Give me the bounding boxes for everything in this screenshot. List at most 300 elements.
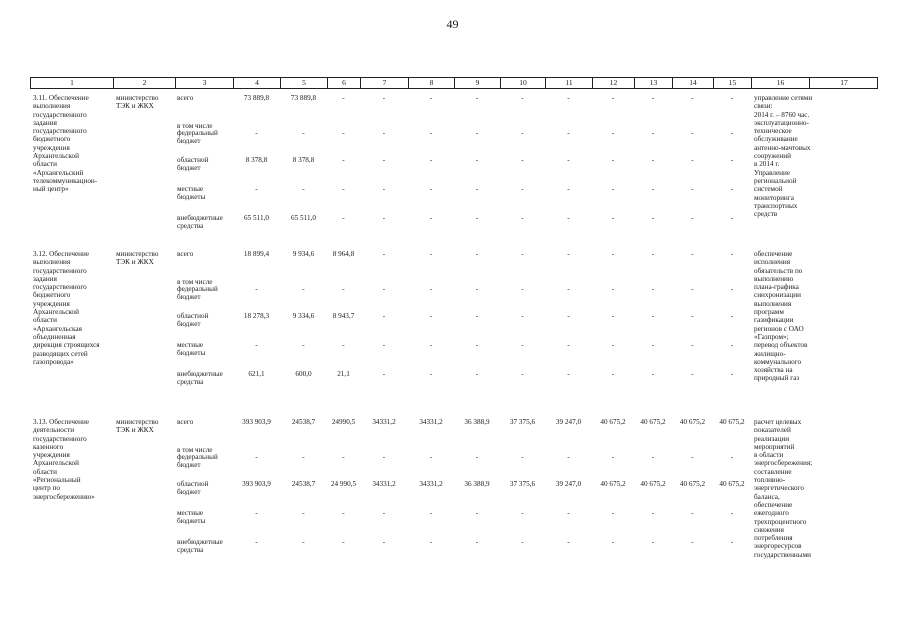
funding-value-cell: - [429,538,433,546]
activity-name-line: задания [33,274,57,283]
expected-result-line: антенно-мачтовых [754,143,811,152]
activity-name [33,94,97,194]
expected-result-line: управление сетями [754,94,813,102]
funding-value-cell: - [651,370,655,378]
funding-value-cell: - [302,341,305,349]
column-number-17: 17 [840,78,848,87]
column-number-1: 1 [31,78,114,88]
expected-result-line: снижения [754,525,784,534]
funding-source [177,480,208,497]
funding-value-cell: 24990,5 [331,418,356,426]
funding-value-cell: - [521,453,524,461]
funding-value-cell: - [302,129,305,137]
funding-value-cell: - [691,129,694,137]
funding-value-cell: - [521,129,524,137]
activity-name-line: выполнения [33,102,71,111]
funding-value-cell: - [691,156,694,164]
funding-value-cell: - [691,285,694,293]
activity-name [33,250,100,366]
funding-source-line: всего [177,250,194,258]
funding-value-cell: - [475,185,479,193]
expected-result-line: перевод объектов [754,341,808,350]
funding-value-cell: - [521,214,524,222]
funding-value-cell: - [611,509,615,517]
funding-value-cell: - [567,185,570,193]
funding-value-cell: 39 247,0 [555,480,582,488]
activity-name-line: казенного [33,442,64,451]
funding-source-line: федеральный [177,129,218,137]
expected-result [754,418,812,559]
column-number-13: 13 [635,78,673,88]
funding-value-cell: - [255,129,258,137]
funding-value-cell: - [730,370,734,378]
activity-name-line: учреждения [33,451,70,460]
funding-value-cell: - [255,509,258,517]
funding-value-cell: - [611,285,615,293]
funding-source-line: местные [177,185,204,193]
executor-line: министерство [116,250,159,258]
funding-value-cell: - [521,285,524,293]
funding-value-cell: - [611,94,615,102]
funding-value-cell: - [342,453,345,461]
executor-line: министерство [116,418,159,426]
funding-value-cell: - [651,185,655,193]
funding-value-cell: - [567,312,570,320]
funding-value-cell: - [567,341,570,349]
column-number-4: 4 [234,78,281,88]
funding-value-cell: - [342,538,345,546]
funding-value-cell: - [475,129,479,137]
funding-source-line: в том числе [177,278,213,286]
funding-value-cell: 73 889,8 [243,94,270,102]
funding-source [177,418,193,426]
funding-value-cell: - [651,538,655,546]
page-number: 49 [446,17,459,31]
expected-result-line: газификации [754,316,794,325]
expected-result-line: в области [754,451,784,460]
activity-name-line: государственного [33,110,87,119]
funding-value-cell: - [382,538,386,546]
funding-source [177,250,193,258]
funding-value-cell: - [691,185,694,193]
expected-result-line: обеспечение [754,500,793,509]
funding-value-cell: 40 675,2 [679,418,706,426]
funding-source [177,312,208,329]
funding-value-cell: - [691,94,694,102]
expected-result-line: исполнения [754,258,791,267]
funding-value-cell: - [611,185,615,193]
activity-name-line: Архангельской [33,152,79,161]
executor [116,418,158,435]
funding-value-cell: - [382,312,386,320]
funding-value-cell: 8 943,7 [332,312,355,320]
funding-value-cell: 24538,7 [291,480,316,488]
funding-source-line: средства [177,222,204,231]
funding-value-cell: - [730,129,734,137]
funding-value-cell: - [691,370,694,378]
expected-result-line: программ [754,308,784,317]
funding-source-line: бюджет [177,320,201,329]
column-number-6: 6 [328,78,361,88]
funding-value-cell: - [429,509,433,517]
funding-value-cell: - [521,538,524,546]
column-number-8: 8 [409,78,455,88]
funding-value-cell: - [611,538,615,546]
funding-value-cell: - [521,156,524,164]
expected-result-line: в 2014 г. [754,160,780,169]
expected-result-line: регионов с ОАО [754,324,804,333]
funding-value-cell: - [611,129,615,137]
funding-value-cell: - [691,453,694,461]
executor-line: ТЭК и ЖКХ [116,102,154,111]
activity-name-line: 3.12. Обеспечение [33,250,90,258]
expected-result-line: сооружений [754,152,791,161]
funding-value-cell: 40 675,2 [719,418,745,426]
funding-value-cell: - [475,312,479,320]
expected-result-line: энергетического [754,484,805,493]
executor-line: ТЭК и ЖКХ [116,426,154,435]
expected-result-line: выполнению [754,274,794,283]
funding-value-cell: - [651,156,655,164]
column-number-2: 2 [114,78,176,88]
activity-name-line: государственного [33,127,87,136]
activity-name-line: бюджетного [33,291,71,300]
activity-name-line: объединенная [33,332,76,341]
expected-result-line: транспортных [754,201,798,210]
funding-source-line: в том числе [177,446,213,454]
funding-value-cell: - [651,341,655,349]
funding-value-cell: 37 375,6 [509,418,536,426]
funding-value-cell: - [691,509,694,517]
column-number-10: 10 [501,78,546,88]
executor [116,94,158,111]
funding-value-cell: 34331,2 [372,418,396,426]
funding-value-cell: - [521,250,524,258]
funding-value-cell: - [302,509,305,517]
funding-value-cell: - [475,509,479,517]
expected-result-line: обслуживание [754,135,798,144]
funding-value-cell: 8 378,8 [245,156,268,164]
funding-value-cell: 18 278,3 [243,312,270,320]
funding-value-cell: - [475,156,479,164]
funding-value-cell: - [611,370,615,378]
funding-value-cell: 34331,2 [419,418,443,426]
funding-value-cell: - [730,250,734,258]
funding-value-cell: - [302,185,305,193]
activity-name-line: центр по [33,484,60,493]
activity-name-line: государственного [33,283,87,292]
activity-name-line: энергосбережению» [33,492,95,501]
funding-source-line: всего [177,94,194,102]
funding-value-cell: 40 675,2 [640,480,666,488]
funding-value-cell: - [691,312,694,320]
funding-value-cell: 21,1 [337,370,350,378]
funding-source [177,185,205,202]
expected-result-line: эксплуатационно- [754,118,809,127]
funding-source-line: областной [177,312,209,320]
funding-source [177,509,205,526]
expected-result-line: природный газ [754,374,800,383]
funding-value-cell: - [730,538,734,546]
funding-value-cell: - [342,185,345,193]
expected-result-line: мероприятий [754,442,795,451]
funding-value-cell: - [475,370,479,378]
funding-value-cell: - [521,370,524,378]
funding-source-line: бюджеты [177,517,206,526]
funding-value-cell: - [429,285,433,293]
expected-result-line: ежегодного [754,509,789,518]
activity-name-line: выполнения [33,258,71,267]
funding-source [177,453,218,470]
funding-value-cell: - [429,370,433,378]
funding-value-cell: - [730,341,734,349]
funding-value-cell: 8 964,8 [332,250,355,258]
funding-value-cell: - [567,453,570,461]
funding-value-cell: - [730,312,734,320]
activity-name-line: государственного [33,434,87,443]
funding-value-cell: - [475,538,479,546]
expected-result-line: 2014 г. – 8760 час. [754,110,810,119]
funding-value-cell: - [382,185,386,193]
funding-value-cell: - [521,341,524,349]
funding-value-cell: - [382,453,386,461]
funding-value-cell: - [730,94,734,102]
funding-source-line: внебюджетные [177,538,223,546]
funding-value-cell: - [342,285,345,293]
expected-result-line: реализации [754,434,790,443]
executor [116,250,158,267]
column-number-header [30,77,878,89]
funding-value-cell: 40 675,2 [640,418,666,426]
funding-value-cell: - [302,285,305,293]
funding-value-cell: - [651,312,655,320]
funding-value-cell: - [255,341,258,349]
funding-value-cell: - [730,453,734,461]
funding-value-cell: - [651,129,655,137]
funding-value-cell: - [255,285,258,293]
activity-name-line: 3.11. Обеспечение [33,94,89,102]
expected-result-line: системой [754,185,783,194]
expected-result-line: составление [754,467,792,476]
activity-name-line: «Региональный [33,476,81,485]
funding-value-cell: - [382,250,386,258]
activity-name-line: задания [33,118,57,127]
column-number-14: 14 [673,78,714,88]
funding-value-cell: - [521,185,524,193]
funding-value-cell: 73 889,8 [290,94,317,102]
funding-value-cell: - [382,370,386,378]
expected-result-line: топливно- [754,476,786,485]
funding-source-line: областной [177,480,209,488]
funding-value-cell: - [651,250,655,258]
activity-name-line: области [33,316,58,325]
funding-source-line: местные [177,341,204,349]
funding-source-line: в том числе [177,122,213,130]
funding-value-cell: - [691,214,694,222]
funding-value-cell: - [342,509,345,517]
funding-value-cell: - [521,94,524,102]
funding-value-cell: - [382,214,386,222]
expected-result-line: мониторинга [754,193,794,202]
funding-value-cell: - [567,538,570,546]
activity-name-line: «Архангельская [33,324,82,333]
funding-value-cell: - [730,285,734,293]
activity-name-line: разводящих сетей [33,349,88,358]
funding-value-cell: - [342,156,345,164]
funding-value-cell: 36 388,9 [464,418,490,426]
activity-name-line: бюджетного [33,135,71,144]
funding-source-line: областной [177,156,209,164]
funding-value-cell: 9 934,6 [292,250,315,258]
funding-value-cell: - [651,214,655,222]
funding-value-cell: - [611,312,615,320]
funding-value-cell: - [255,453,258,461]
funding-source-line: средства [177,378,204,387]
funding-value-cell: 8 378,8 [292,156,315,164]
funding-value-cell: - [429,94,433,102]
funding-value-cell: - [255,185,258,193]
expected-result-line: баланса, [754,492,780,501]
funding-value-cell: - [342,129,345,137]
funding-source-line: бюджеты [177,349,206,358]
funding-value-cell: - [475,453,479,461]
activity-name-line: телекоммуникацион- [33,176,98,185]
funding-value-cell: - [611,453,615,461]
funding-value-cell: - [611,341,615,349]
funding-source-line: федеральный [177,285,218,293]
funding-value-cell: - [611,214,615,222]
expected-result-line: обязательств по [754,266,803,275]
activity-name-line: деятельности [33,426,75,435]
funding-source-line: внебюджетные [177,370,223,378]
funding-value-cell: - [730,185,734,193]
expected-result-line: связи: [754,102,773,111]
activity-name-line: 3.13. Обеспечение [33,418,90,426]
funding-value-cell: - [342,214,345,222]
funding-value-cell: - [651,285,655,293]
funding-value-cell: - [475,250,479,258]
expected-result-line: коммунального [754,357,802,366]
funding-value-cell: - [730,156,734,164]
activity-name [33,418,95,501]
expected-result-line: обеспечение [754,250,793,258]
funding-source [177,285,218,302]
funding-value-cell: - [429,214,433,222]
funding-value-cell: - [255,538,258,546]
funding-value-cell: 9 334,6 [292,312,315,320]
funding-source [177,129,218,146]
column-number-16: 16 [752,78,810,88]
activity-name-line: области [33,160,58,169]
executor-line: ТЭК и ЖКХ [116,258,154,267]
funding-value-cell: 40 675,2 [679,480,706,488]
funding-value-cell: - [611,250,615,258]
funding-source [177,156,208,173]
expected-result-line: региональной [754,176,797,185]
funding-value-cell: - [429,250,433,258]
funding-source-line: бюджеты [177,193,206,202]
expected-result-line: жилищно- [754,349,786,358]
activity-name-line: ный центр» [33,185,69,194]
funding-value-cell: 393 903,9 [242,418,271,426]
funding-source-line: местные [177,509,204,517]
funding-value-cell: - [382,285,386,293]
activity-name-line: учреждения [33,143,70,152]
funding-source-line: бюджет [177,137,201,146]
expected-result-line: энергосбережения; [754,459,813,468]
funding-value-cell: 18 899,4 [243,250,270,258]
column-number-11: 11 [546,78,593,88]
funding-value-cell: - [382,129,386,137]
funding-value-cell: - [382,94,386,102]
funding-source-line: средства [177,546,204,555]
funding-source-line: федеральный [177,453,218,461]
funding-value-cell: - [567,509,570,517]
funding-value-cell: 40 675,2 [600,418,626,426]
column-number-15: 15 [714,78,752,88]
expected-result-line: синхронизации [754,291,801,300]
funding-value-cell: 37 375,6 [509,480,536,488]
column-number-3: 3 [176,78,234,88]
funding-value-cell: - [475,285,479,293]
expected-result [754,94,812,218]
funding-source-line: бюджет [177,164,201,173]
funding-source-line: бюджет [177,293,201,302]
funding-value-cell: - [342,341,345,349]
executor-line: министерство [116,94,159,102]
funding-value-cell: 36 388,9 [464,480,490,488]
funding-value-cell: - [429,341,433,349]
funding-value-cell: - [691,538,694,546]
activity-name-line: Архангельской [33,459,79,468]
funding-source-line: бюджет [177,461,201,470]
funding-value-cell: - [567,285,570,293]
expected-result-line: хозяйства на [754,366,793,375]
funding-value-cell: - [521,312,524,320]
funding-value-cell: - [730,214,734,222]
expected-result [754,250,807,383]
funding-value-cell: - [611,156,615,164]
activity-name-line: области [33,467,58,476]
funding-value-cell: - [382,509,386,517]
activity-name-line: «Архангельский [33,168,84,177]
funding-value-cell: - [429,156,433,164]
funding-source-line: бюджет [177,488,201,497]
funding-value-cell: - [567,250,570,258]
funding-value-cell: 39 247,0 [555,418,582,426]
funding-value-cell: 65 511,0 [244,214,269,222]
funding-value-cell: 621,1 [248,370,265,378]
expected-result-line: Управление [754,168,791,177]
funding-value-cell: 65 511,0 [291,214,316,222]
funding-source-line: внебюджетные [177,214,223,222]
funding-value-cell: - [567,129,570,137]
funding-value-cell: - [567,156,570,164]
expected-result-line: техническое [754,127,792,136]
funding-value-cell: 24538,7 [291,418,316,426]
funding-value-cell: - [382,156,386,164]
funding-value-cell: - [475,214,479,222]
expected-result-line: потребления [754,534,793,543]
activity-name-line: дирекция строящихся [33,341,100,350]
funding-value-cell: - [567,214,570,222]
funding-value-cell: - [302,453,305,461]
funding-source [177,94,193,102]
funding-value-cell: - [429,129,433,137]
funding-value-cell: 34331,2 [372,480,396,488]
funding-source-line: всего [177,418,194,426]
funding-value-cell: - [521,509,524,517]
